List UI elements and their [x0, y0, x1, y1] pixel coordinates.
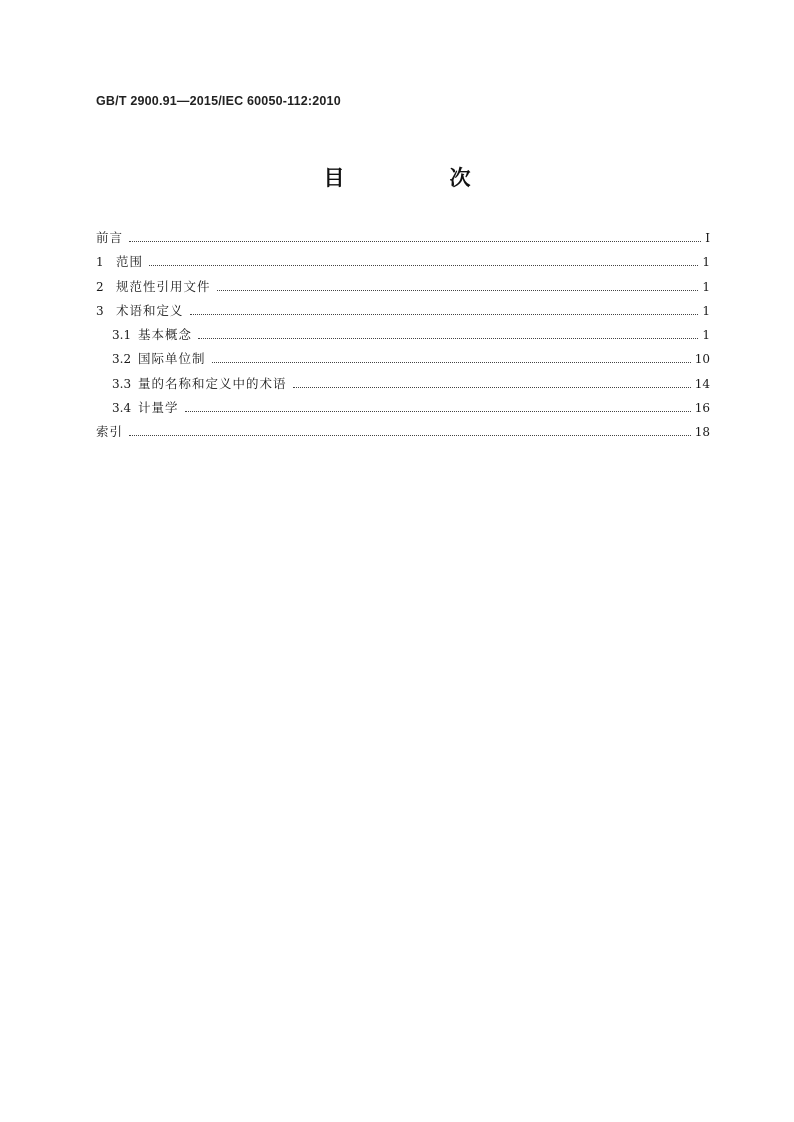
toc-entry-normative-references[interactable] — [96, 277, 710, 301]
toc-entry-title: 量的名称和定义中的术语 — [138, 375, 287, 391]
dot-leader — [129, 435, 691, 436]
toc-entry-number: 3 — [96, 303, 104, 318]
toc-entry-scope[interactable] — [96, 252, 710, 276]
toc-entry-quantity-terms[interactable] — [96, 374, 710, 398]
toc-entry-title: 范围 — [116, 254, 144, 270]
toc-entry-page: 18 — [694, 425, 710, 440]
toc-entry-number: 3.4 — [112, 401, 132, 416]
toc-entry-title: 计量学 — [138, 400, 179, 416]
toc-entry-page: 1 — [702, 303, 710, 318]
standard-number-header: GB/T 2900.91—2015/IEC 60050-112:2010 — [96, 94, 341, 108]
dot-leader — [212, 362, 691, 363]
dot-leader — [190, 314, 699, 315]
dot-leader — [293, 387, 691, 388]
toc-entry-title: 术语和定义 — [116, 302, 184, 318]
toc-entry-page: 10 — [694, 352, 710, 367]
toc-entry-page: Ⅰ — [705, 231, 710, 245]
toc-entry-basic-concepts[interactable] — [96, 325, 710, 349]
dot-leader — [149, 265, 698, 266]
toc-entry-page: 14 — [694, 376, 710, 391]
toc-entry-title: 前言 — [96, 230, 124, 245]
toc-entry-number: 2 — [96, 279, 104, 294]
toc-entry-page: 1 — [702, 328, 710, 343]
toc-entry-number: 3.2 — [112, 352, 132, 367]
toc-entry-page: 1 — [702, 279, 710, 294]
toc-entry-number: 3.3 — [112, 376, 132, 391]
toc-entry-number: 3.1 — [112, 328, 132, 343]
toc-entry-si-units[interactable] — [96, 349, 710, 373]
table-of-contents — [96, 228, 710, 447]
toc-entry-terms-and-definitions[interactable] — [96, 301, 710, 325]
dot-leader — [217, 290, 699, 291]
toc-entry-title: 国际单位制 — [138, 351, 206, 367]
toc-entry-page: 1 — [702, 255, 710, 270]
toc-title: 目 次 — [323, 166, 513, 190]
dot-leader — [129, 241, 701, 242]
toc-entry-title: 索引 — [96, 424, 124, 440]
toc-entry-page: 16 — [694, 401, 710, 416]
toc-entry-number: 1 — [96, 255, 104, 270]
toc-entry-foreword[interactable] — [96, 228, 710, 252]
toc-entry-title: 规范性引用文件 — [116, 278, 211, 294]
toc-entry-metrology[interactable] — [96, 398, 710, 422]
dot-leader — [198, 338, 698, 339]
toc-entry-index[interactable] — [96, 422, 710, 446]
toc-entry-title: 基本概念 — [138, 327, 193, 343]
dot-leader — [185, 411, 691, 412]
